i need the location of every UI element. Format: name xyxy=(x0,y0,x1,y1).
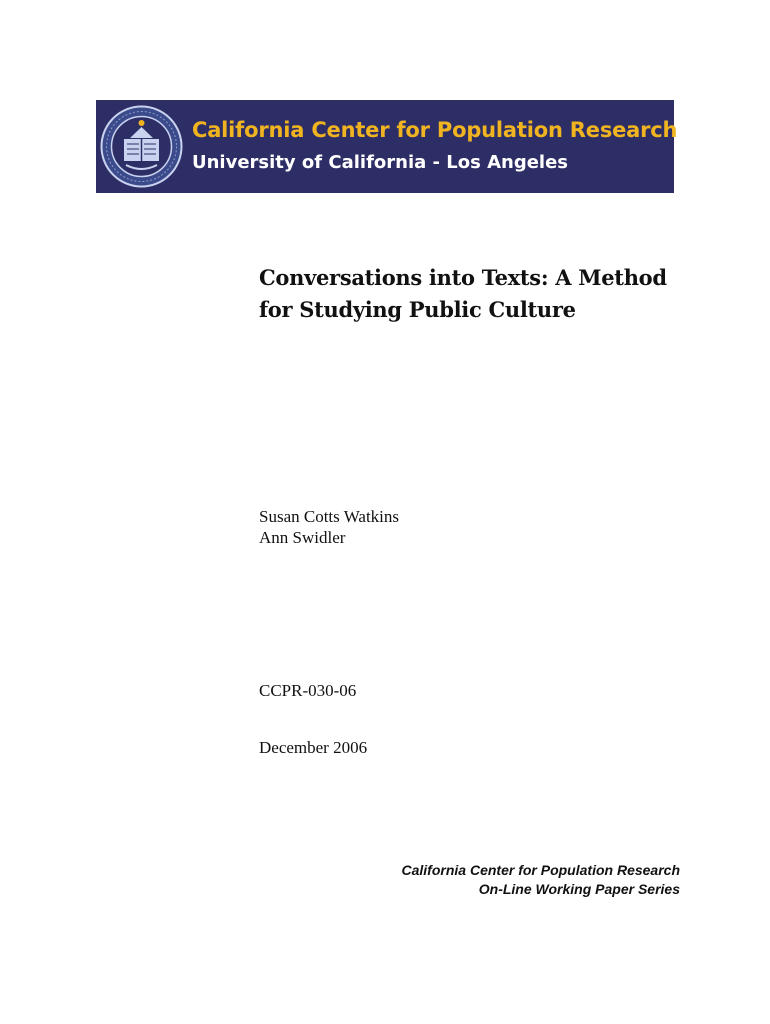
author-name: Ann Swidler xyxy=(259,528,346,547)
publication-date: December 2006 xyxy=(259,738,368,757)
author-name: Susan Cotts Watkins xyxy=(259,507,400,526)
series-publisher: California Center for Population Research xyxy=(401,862,680,878)
paper-title-line-2: for Studying Public Culture xyxy=(259,297,576,322)
banner-title: California Center for Population Research xyxy=(192,118,678,142)
paper-title xyxy=(259,262,679,326)
header-banner xyxy=(96,100,678,193)
author-list xyxy=(259,506,399,548)
series-footer xyxy=(402,861,681,899)
paper-title-line-1: Conversations into Texts: A Method xyxy=(259,265,667,290)
report-number: CCPR-030-06 xyxy=(259,681,357,700)
university-seal-icon xyxy=(100,105,183,188)
banner-subtitle: University of California - Los Angeles xyxy=(192,152,569,173)
series-name: On-Line Working Paper Series xyxy=(478,881,680,897)
